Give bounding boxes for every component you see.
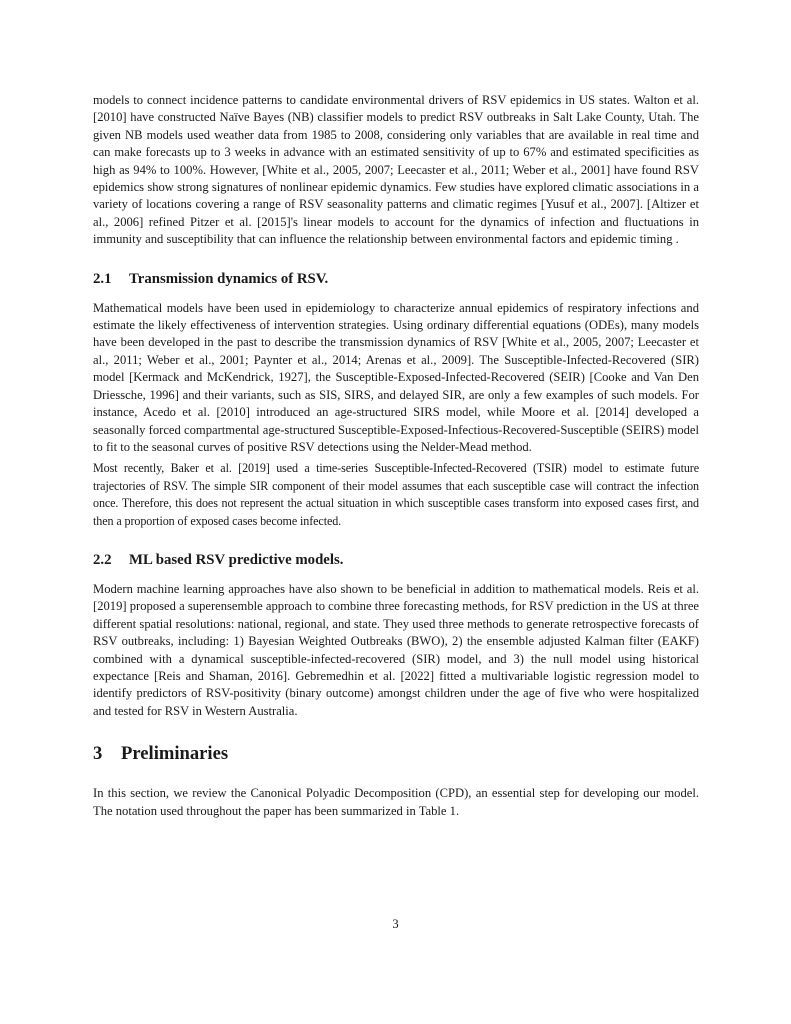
section-2-2-heading — [93, 551, 699, 569]
section-3-paragraph: In this section, we review the Canonical Polyadic Decomposition (CPD), an essential step for developing our model. The notation used throughout the paper has been summarized in Table 1. — [93, 786, 699, 818]
section-2-1-paragraph-2: Most recently, Baker et al. [2019] used a time-series Susceptible-Infected-Recovered (TSIR) model to estimate future trajectories of RSV. The simple SIR component of their model assumes that each susceptible case will contract the infection once. Therefore, this does not represent the actual situation in which susceptible cases transform into exposed cases first, and then a proportion of exposed cases become infected. — [93, 461, 699, 528]
section-2-1-number: 2.1 — [93, 270, 112, 287]
section-3-heading — [93, 743, 699, 765]
section-2-2-title: ML based RSV predictive models. — [129, 551, 344, 568]
section-2-1-paragraph-1: Mathematical models have been used in epidemiology to characterize annual epidemics of respiratory infections and estimate the likely effectiveness of intervention strategies. Using ordinary differential equations (ODEs), many models have been developed in the past to describe the transmission dynamics of RSV [White et al., 2005, 2007; Leecaster et al., 2011; Weber et al., 2001; Paynter et al., 2014; Arenas et al., 2009]. The Susceptible-Infected-Recovered (SIR) model [Kermack and McKendrick, 1927], the Susceptible-Exposed-Infected-Recovered (SEIR) [Cooke and Van Den Driessche, 1996] and their variants, such as SIS, SIRS, and delayed SIR, are only a few examples of such models. For instance, Acedo et al. [2010] introduced an age-structured SIRS model, while Moore et al. [2014] developed a seasonally forced compartmental age-structured Susceptible-Exposed-Infectious-Recovered-Susceptible (SEIRS) model to fit to the seasonal curves of positive RSV detections using the Nelder-Mead method. — [93, 300, 699, 454]
section-3-number: 3 — [93, 743, 103, 765]
section-2-1-heading — [93, 270, 699, 288]
section-2-2-number: 2.2 — [93, 551, 112, 568]
section-2-2-paragraph: Modern machine learning approaches have also shown to be beneficial in addition to mathematical models. Reis et al. [2019] proposed a superensemble approach to combine three forecasting methods, for RSV prediction in the US at three different spatial resolutions: national, regional, and state. They used three methods to generate retrospective forecasts of RSV outbreaks, including: 1) Bayesian Weighted Outbreaks (BWO), 2) the ensemble adjusted Kalman filter (EAKF) combined with a dynamical susceptible-infected-recovered (SIR) model, and 3) the null model using historical expectance [Reis and Shaman, 2016]. Gebremedhin et al. [2022] fitted a multivariable logistic regression model to identify predictors of RSV-positivity (binary outcome) amongst children under the age of five who were hospitalized and tested for RSV in Western Australia. — [93, 581, 699, 718]
intro-paragraph: models to connect incidence patterns to candidate environmental drivers of RSV epidemics in US states. Walton et al. [2010] have constructed Naïve Bayes (NB) classifier models to predict RSV outbreaks in Salt Lake County, Utah. The given NB models used weather data from 1985 to 2008, considering only variables that are available in real time and can make forecasts up to 3 weeks in advance with an estimated sensitivity of up to 67% and estimated specificities as high as 94% to 100%. However, [White et al., 2005, 2007; Leecaster et al., 2011; Weber et al., 2001] have found RSV epidemics show strong signatures of nonlinear epidemic dynamics. Few studies have explored climatic associations in a variety of locations covering a range of RSV seasonality patterns and climatic regimes [Yusuf et al., 2007]. [Altizer et al., 2006] refined Pitzer et al. [2015]'s linear models to account for the dynamics of infection and fluctuations in immunity and susceptibility that can influence the relationship between environmental factors and epidemic timing . — [93, 93, 699, 247]
section-2-1-title: Transmission dynamics of RSV. — [129, 270, 329, 287]
section-3-title: Preliminaries — [121, 743, 229, 765]
page-number: 3 — [392, 917, 399, 931]
paper-page — [93, 92, 699, 820]
